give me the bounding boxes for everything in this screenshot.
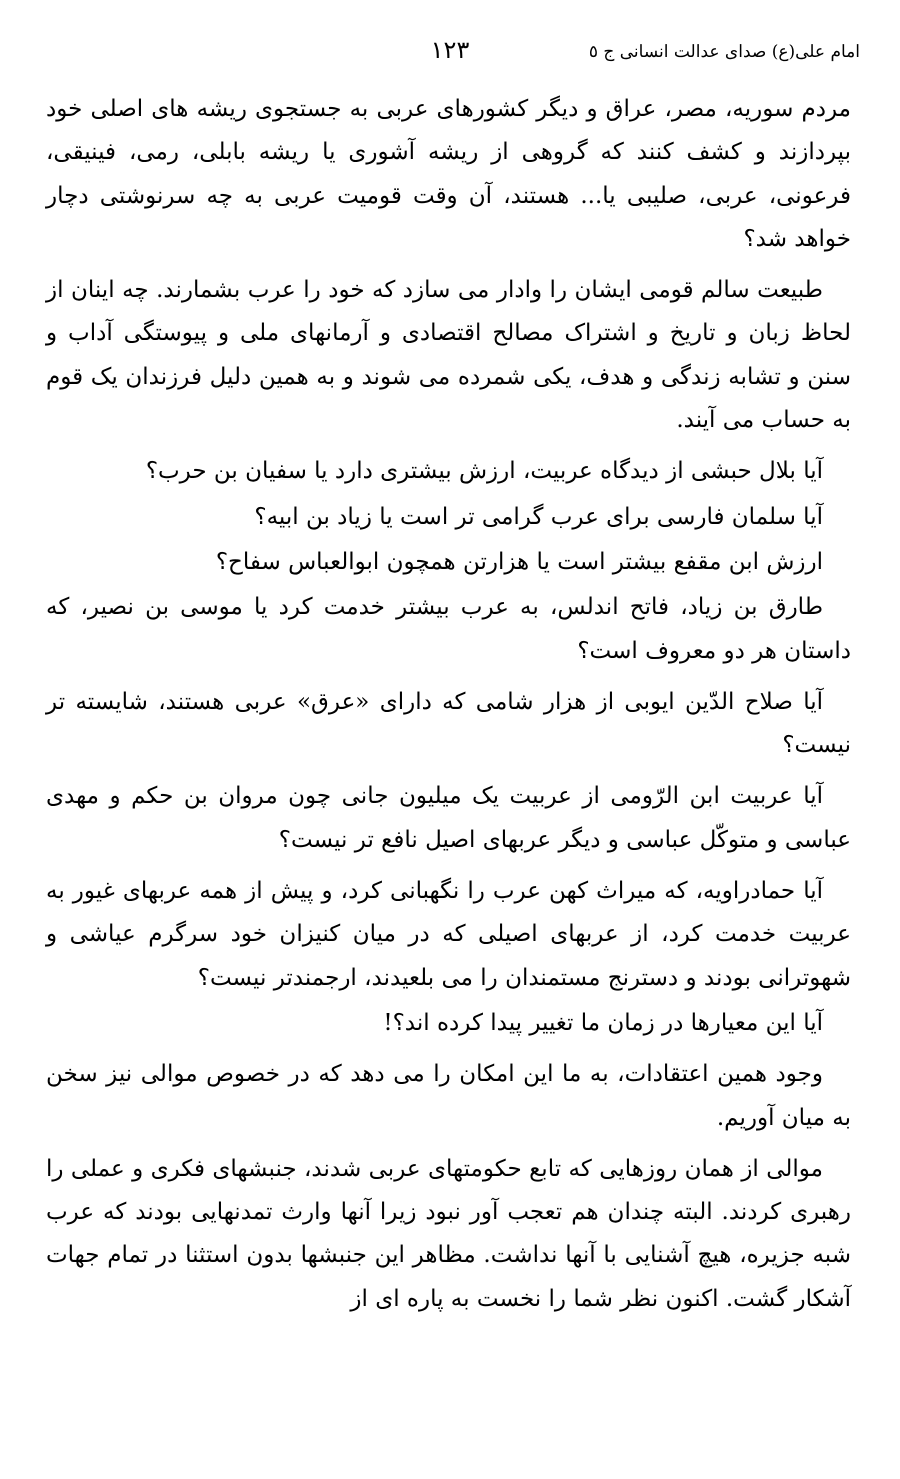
- paragraph: طارق بن زیاد، فاتح اندلس، به عرب بیشتر خدمت کرد یا موسی بن نصیر، که داستان هر دو معروف است؟: [46, 594, 851, 664]
- paragraph: مردم سوریه، مصر، عراق و دیگر کشورهای عربی به جستجوی ریشه های اصلی خود بپردازند و کشف کنند که گروهی از ریشه آشوری یا ریشه بابلی، رمی، فینیقی، فرعونی، عربی، صلیبی یا... هستند، آن وقت قومیت عربی به چه سرنوشتی دچار خواهد شد؟: [46, 96, 851, 252]
- body-text: [46, 88, 851, 1329]
- paragraph: وجود همین اعتقادات، به ما این امکان را می دهد که در خصوص موالی نیز سخن به میان آوریم.: [46, 1061, 851, 1131]
- paragraph: آیا سلمان فارسی برای عرب گرامی تر است یا زیاد بن ابیه؟: [254, 503, 823, 530]
- paragraph: آیا صلاح الدّین ایوبی از هزار شامی که دارای «عرق» عربی هستند، شایسته تر نیست؟: [46, 688, 851, 759]
- page-header: [40, 34, 860, 74]
- page-number: ١٢٣: [430, 36, 470, 64]
- paragraph: موالی از همان روزهایی که تابع حکومتهای عربی شدند، جنبشهای فکری و عملی را رهبری کردند. البته چندان هم تعجب آور نبود زیرا آنها وارث تمدنهایی بودند که عرب شبه جزیره، هیچ آشنایی با آنها نداشت. مظاهر این جنبشها بدون استثنا در تمام جهات آشکار گشت. اکنون نظر شما را نخست به پاره ای از: [46, 1155, 851, 1312]
- paragraph: آیا حمادراویه، که میراث کهن عرب را نگهبانی کرد، و پیش از همه عربهای غیور به عربیت خدمت کرد، از عربهای اصیلی که در میان کنیزان خود سرگرم عیاشی و شهوترانی بودند و دسترنج مستمندان را می بلعیدند، ارجمندتر نیست؟: [46, 878, 851, 991]
- paragraph: آیا این معیارها در زمان ما تغییر پیدا کرده اند؟!: [383, 1009, 823, 1036]
- paragraph: آیا عربیت ابن الرّومی از عربیت یک میلیون جانی چون مروان بن حکم و مهدی عباسی و متوکّل عباسی و دیگر عربهای اصیل نافع تر نیست؟: [46, 783, 851, 853]
- paragraph: طبیعت سالم قومی ایشان را وادار می سازد که خود را عرب بشمارند. چه اینان از لحاظ زبان و تاریخ و اشتراک مصالح اقتصادی و آرمانهای ملی و پیوستگی آداب و سنن و تشابه زندگی و هدف، یکی شمرده می شوند و به همین دلیل فرزندان یک قوم به حساب می آیند.: [46, 277, 851, 434]
- paragraph: ارزش ابن مقفع بیشتر است یا هزارتن همچون ابوالعباس سفاح؟: [215, 548, 823, 575]
- paragraph: آیا بلال حبشی از دیدگاه عربیت، ارزش بیشتری دارد یا سفیان بن حرب؟: [145, 458, 823, 485]
- running-title: امام علی(ع) صدای عدالت انسانی ج ٥: [588, 42, 860, 62]
